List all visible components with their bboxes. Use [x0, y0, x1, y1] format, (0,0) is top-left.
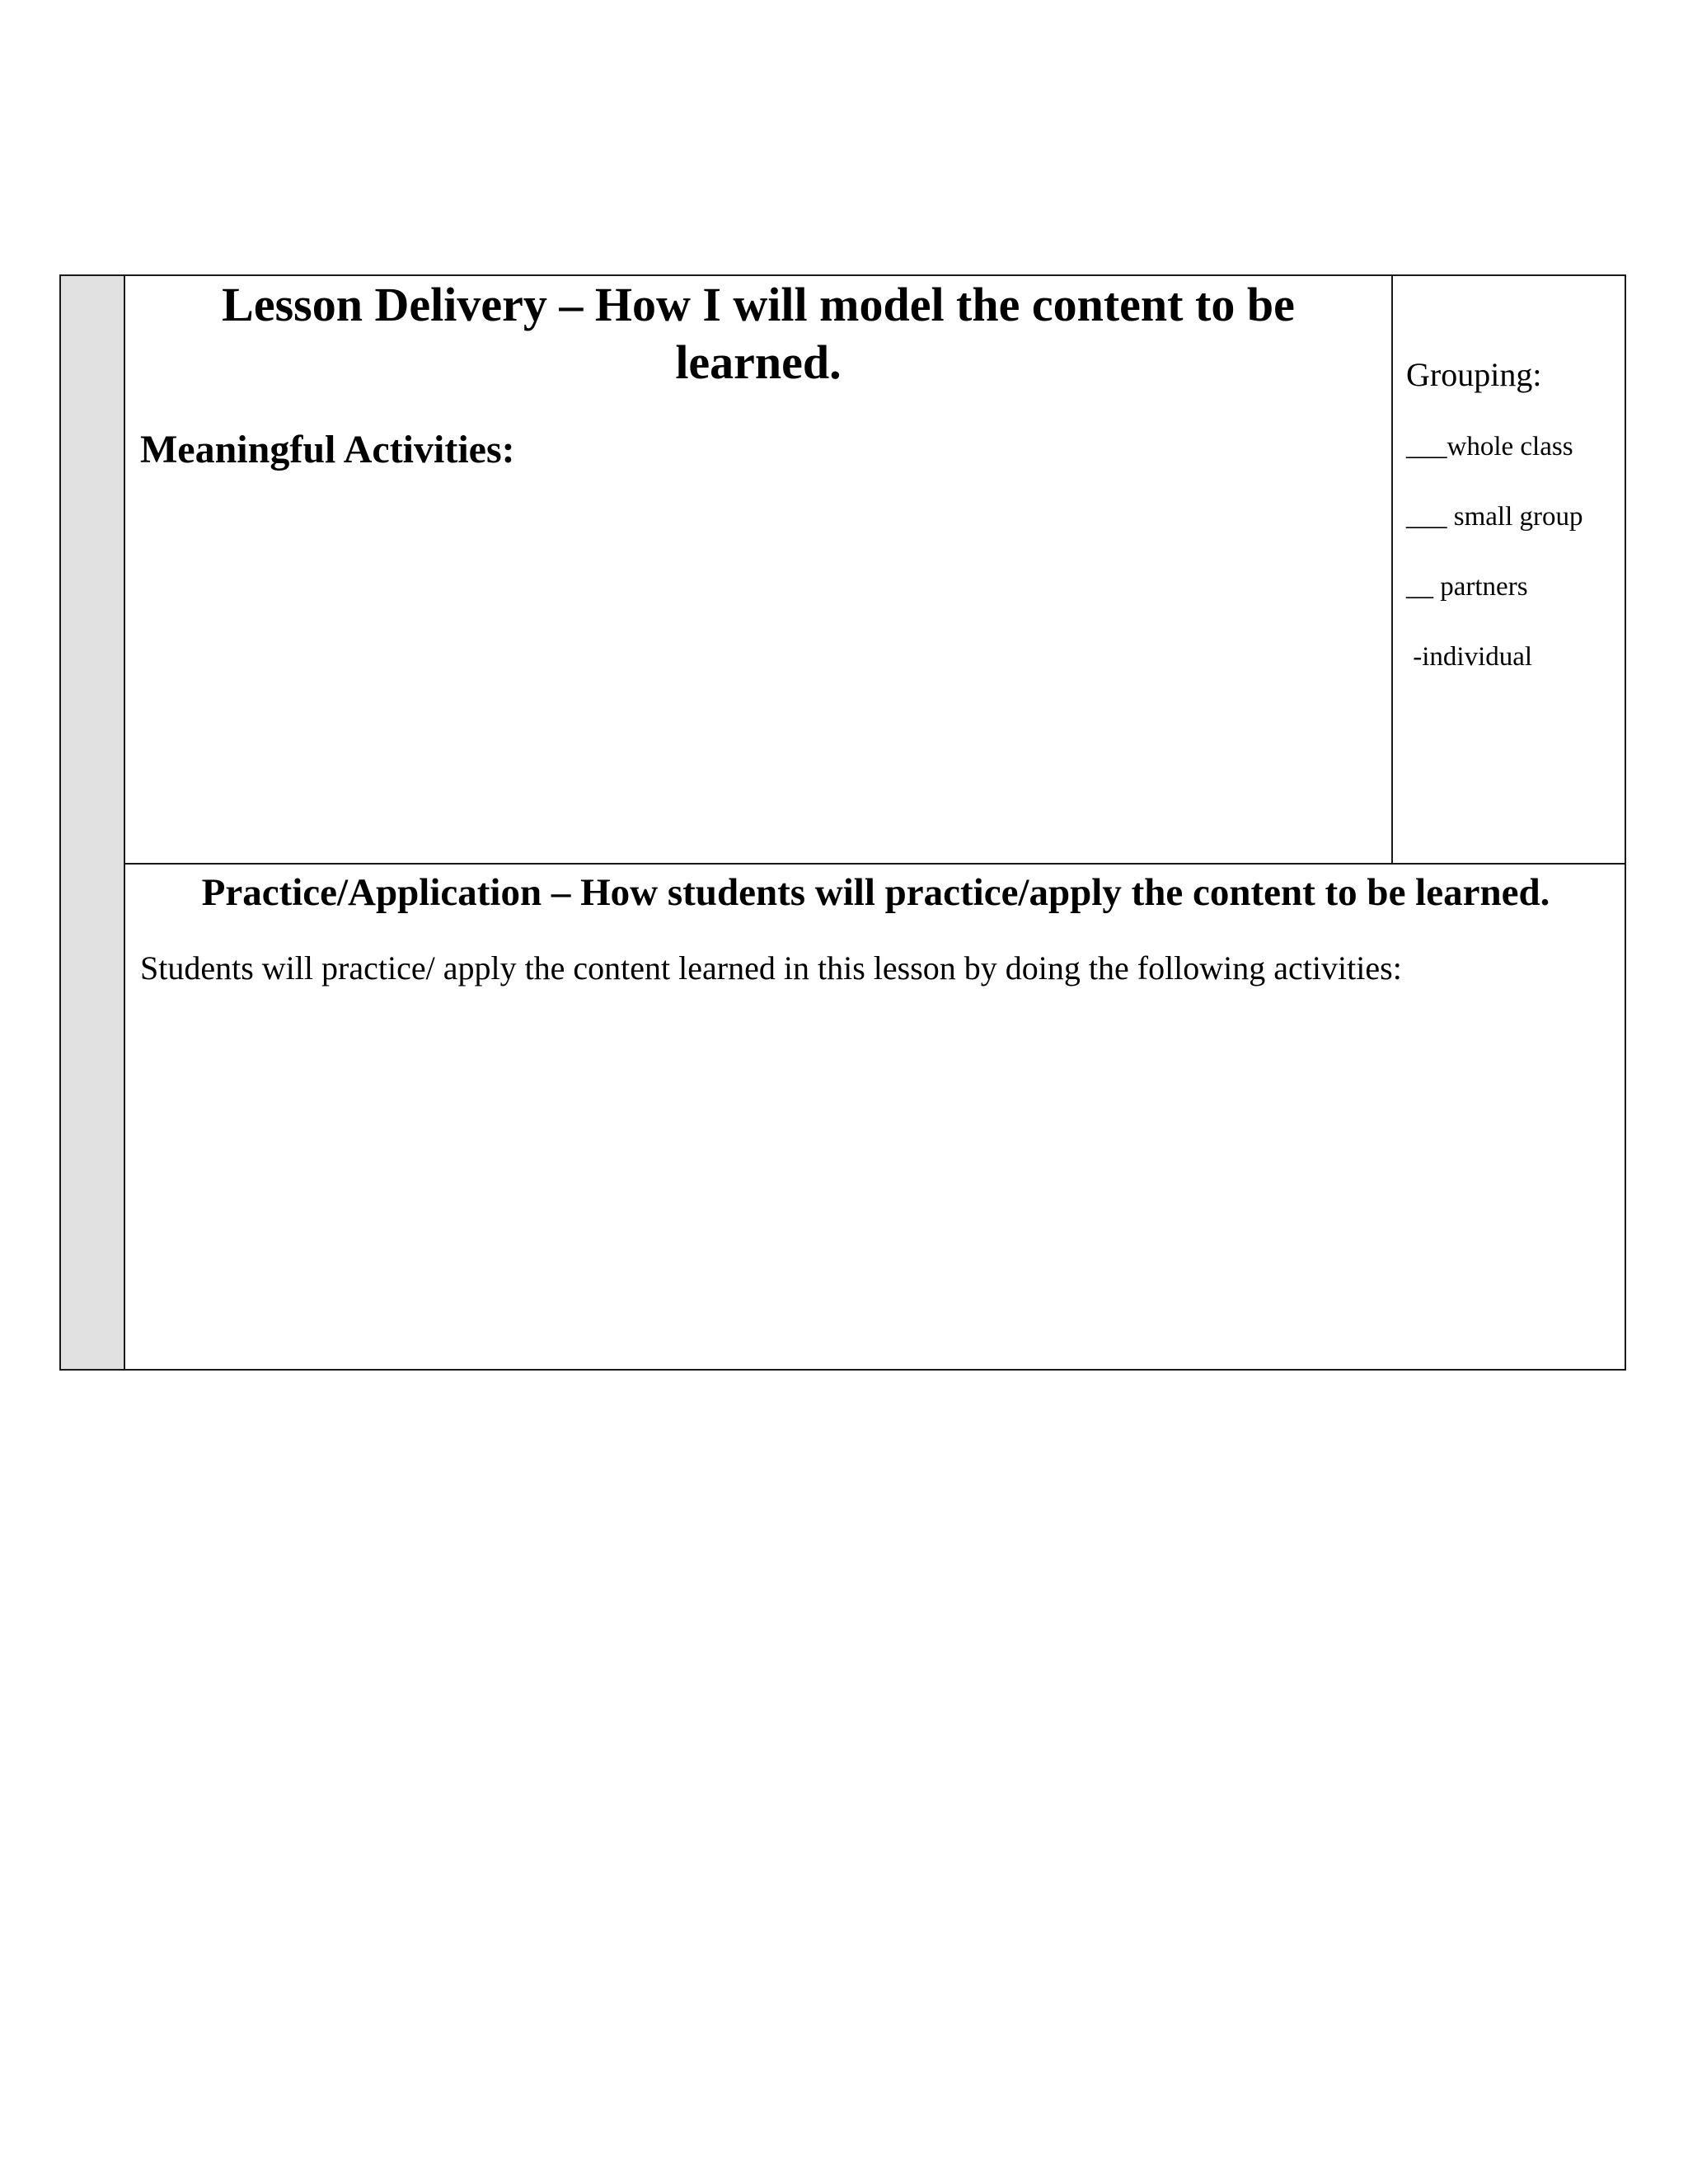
- grouping-label: Grouping:: [1406, 356, 1542, 393]
- practice-application-heading: Practice/Application – How students will practice/apply the content to be learned.: [201, 871, 1550, 914]
- shaded-margin-column: [61, 276, 125, 1369]
- grouping-option-small-group: ___ small group: [1406, 502, 1583, 532]
- practice-application-cell: [125, 865, 1626, 1371]
- lesson-delivery-heading: Lesson Delivery – How I will model the content to be learned.: [222, 278, 1295, 389]
- grouping-option-individual: -individual: [1406, 642, 1533, 672]
- meaningful-activities-label: Meaningful Activities:: [140, 428, 515, 471]
- grouping-option-partners: __ partners: [1406, 572, 1528, 602]
- grouping-cell: [1393, 276, 1626, 865]
- practice-application-body: Students will practice/ apply the content learned in this lesson by doing the following activities:: [140, 949, 1402, 987]
- lesson-delivery-cell: [125, 276, 1393, 865]
- grouping-option-whole-class: ___whole class: [1406, 432, 1573, 462]
- lesson-plan-table: [59, 274, 1626, 1371]
